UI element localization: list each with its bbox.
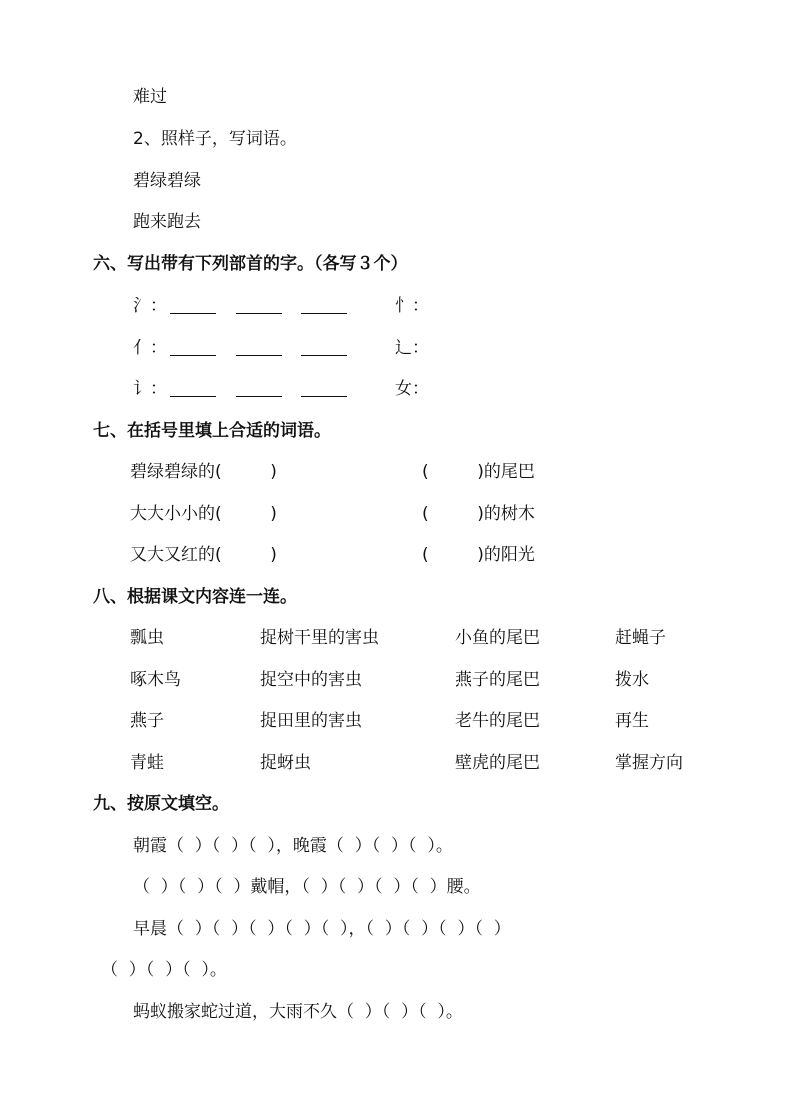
fill-sentence: 蚂蚁搬家蛇过道，大雨不久（ ）（ ）（ ）。 <box>133 1002 463 1022</box>
match-item: 燕子的尾巴 <box>455 670 540 690</box>
answer-blank[interactable] <box>170 313 216 314</box>
answer-blank[interactable] <box>301 313 347 314</box>
radical-label: 辶： <box>395 338 429 358</box>
fill-sentence: （ ）（ ）（ ）。 <box>101 960 227 980</box>
answer-blank[interactable] <box>170 355 216 356</box>
match-item: 老牛的尾巴 <box>455 711 540 731</box>
answer-blank[interactable] <box>301 396 347 397</box>
radical-label: 亻： <box>133 338 167 358</box>
example-word: 跑来跑去 <box>133 212 201 232</box>
match-item: 再生 <box>615 711 649 731</box>
radical-label: 女： <box>395 379 429 399</box>
match-item: 壁虎的尾巴 <box>455 753 540 773</box>
match-item: 捉田里的害虫 <box>260 711 362 731</box>
text-line: 难过 <box>133 87 167 107</box>
fill-phrase: ( )的尾巴 <box>422 462 535 482</box>
fill-sentence: （ ）（ ）（ ）戴帽，（ ）（ ）（ ）（ ）腰。 <box>133 877 481 897</box>
match-item: 瓢虫 <box>130 628 164 648</box>
fill-sentence: 早晨（ ）（ ）（ ）（ ）（ ），（ ）（ ）（ ）（ ） <box>133 919 511 939</box>
example-word: 碧绿碧绿 <box>133 171 201 191</box>
answer-blank[interactable] <box>236 355 282 356</box>
fill-sentence: 朝霞（ ）（ ）（ ），晚霞（ ）（ ）（ ）。 <box>133 836 453 856</box>
answer-blank[interactable] <box>170 396 216 397</box>
match-item: 拨水 <box>615 670 649 690</box>
answer-blank[interactable] <box>236 396 282 397</box>
match-item: 捉空中的害虫 <box>260 670 362 690</box>
fill-phrase: 碧绿碧绿的( ) <box>130 462 277 482</box>
fill-phrase: 又大又红的( ) <box>130 545 277 565</box>
answer-blank[interactable] <box>236 313 282 314</box>
instruction-item: 2、照样子，写词语。 <box>133 129 297 149</box>
section-heading: 八、根据课文内容连一连。 <box>93 587 297 607</box>
radical-label: 忄： <box>395 296 429 316</box>
section-heading: 七、在括号里填上合适的词语。 <box>93 421 331 441</box>
radical-label: 讠： <box>133 379 167 399</box>
match-item: 啄木鸟 <box>130 670 181 690</box>
fill-phrase: ( )的阳光 <box>422 545 535 565</box>
match-item: 青蛙 <box>130 753 164 773</box>
fill-phrase: ( )的树木 <box>422 504 535 524</box>
answer-blank[interactable] <box>301 355 347 356</box>
fill-phrase: 大大小小的( ) <box>130 504 277 524</box>
match-item: 捉蚜虫 <box>260 753 311 773</box>
match-item: 小鱼的尾巴 <box>455 628 540 648</box>
match-item: 捉树干里的害虫 <box>260 628 379 648</box>
match-item: 掌握方向 <box>615 753 683 773</box>
section-heading: 六、写出带有下列部首的字。（各写３个） <box>93 254 408 274</box>
section-heading: 九、按原文填空。 <box>93 794 229 814</box>
radical-label: 氵： <box>133 296 167 316</box>
match-item: 赶蝇子 <box>615 628 666 648</box>
match-item: 燕子 <box>130 711 164 731</box>
